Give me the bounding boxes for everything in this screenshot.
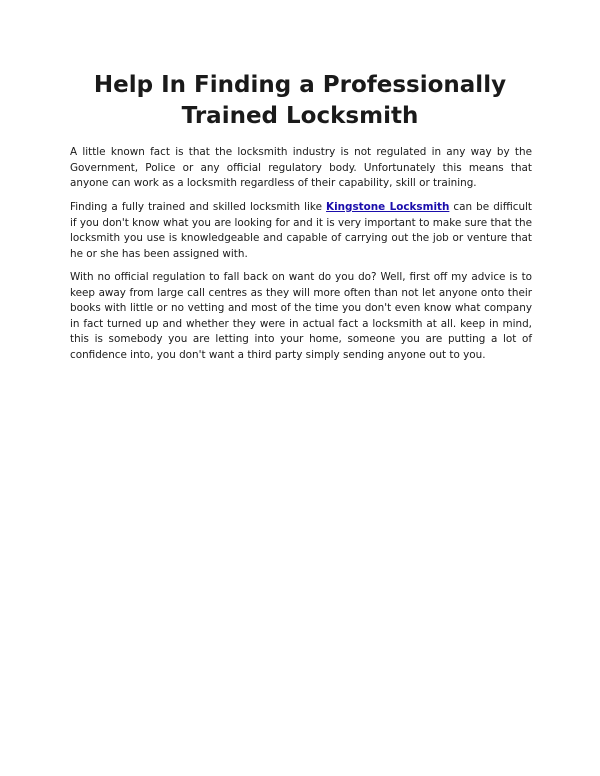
paragraph-advice: With no official regulation to fall back on want do you do? Well, first off my advice is to keep away from large call centres as they will more often than not let anyone onto their books with little or no vetting and most of the time you don't even know what company in fact turned up and whether they were in actual fact a locksmith at all. keep in mind, this is somebody you are letting into your home, someone you are putting a lot of confidence into, you don't want a third party simply sending anyone out to you. (70, 271, 532, 361)
paragraph-intro: A little known fact is that the locksmith industry is not regulated in any way by the Government, Police or any official regulatory body. Unfortunately this means that anyone can work as a locksmith regardless of their capability, skill or training. (70, 146, 532, 190)
page-title: Help In Finding a Professionally Trained Locksmith (93, 72, 507, 129)
paragraph-finding-after: can be difficult if you don't know what you are looking for and it is very important to make sure that the locksmith you use is knowledgeable and capable of carrying out the job or venture that he or she has been assigned with. (70, 201, 532, 260)
kingstone-locksmith-link[interactable]: Kingstone Locksmith (326, 201, 450, 213)
paragraph-finding-before: Finding a fully trained and skilled locksmith like (70, 201, 327, 213)
paragraph-finding (70, 200, 532, 262)
